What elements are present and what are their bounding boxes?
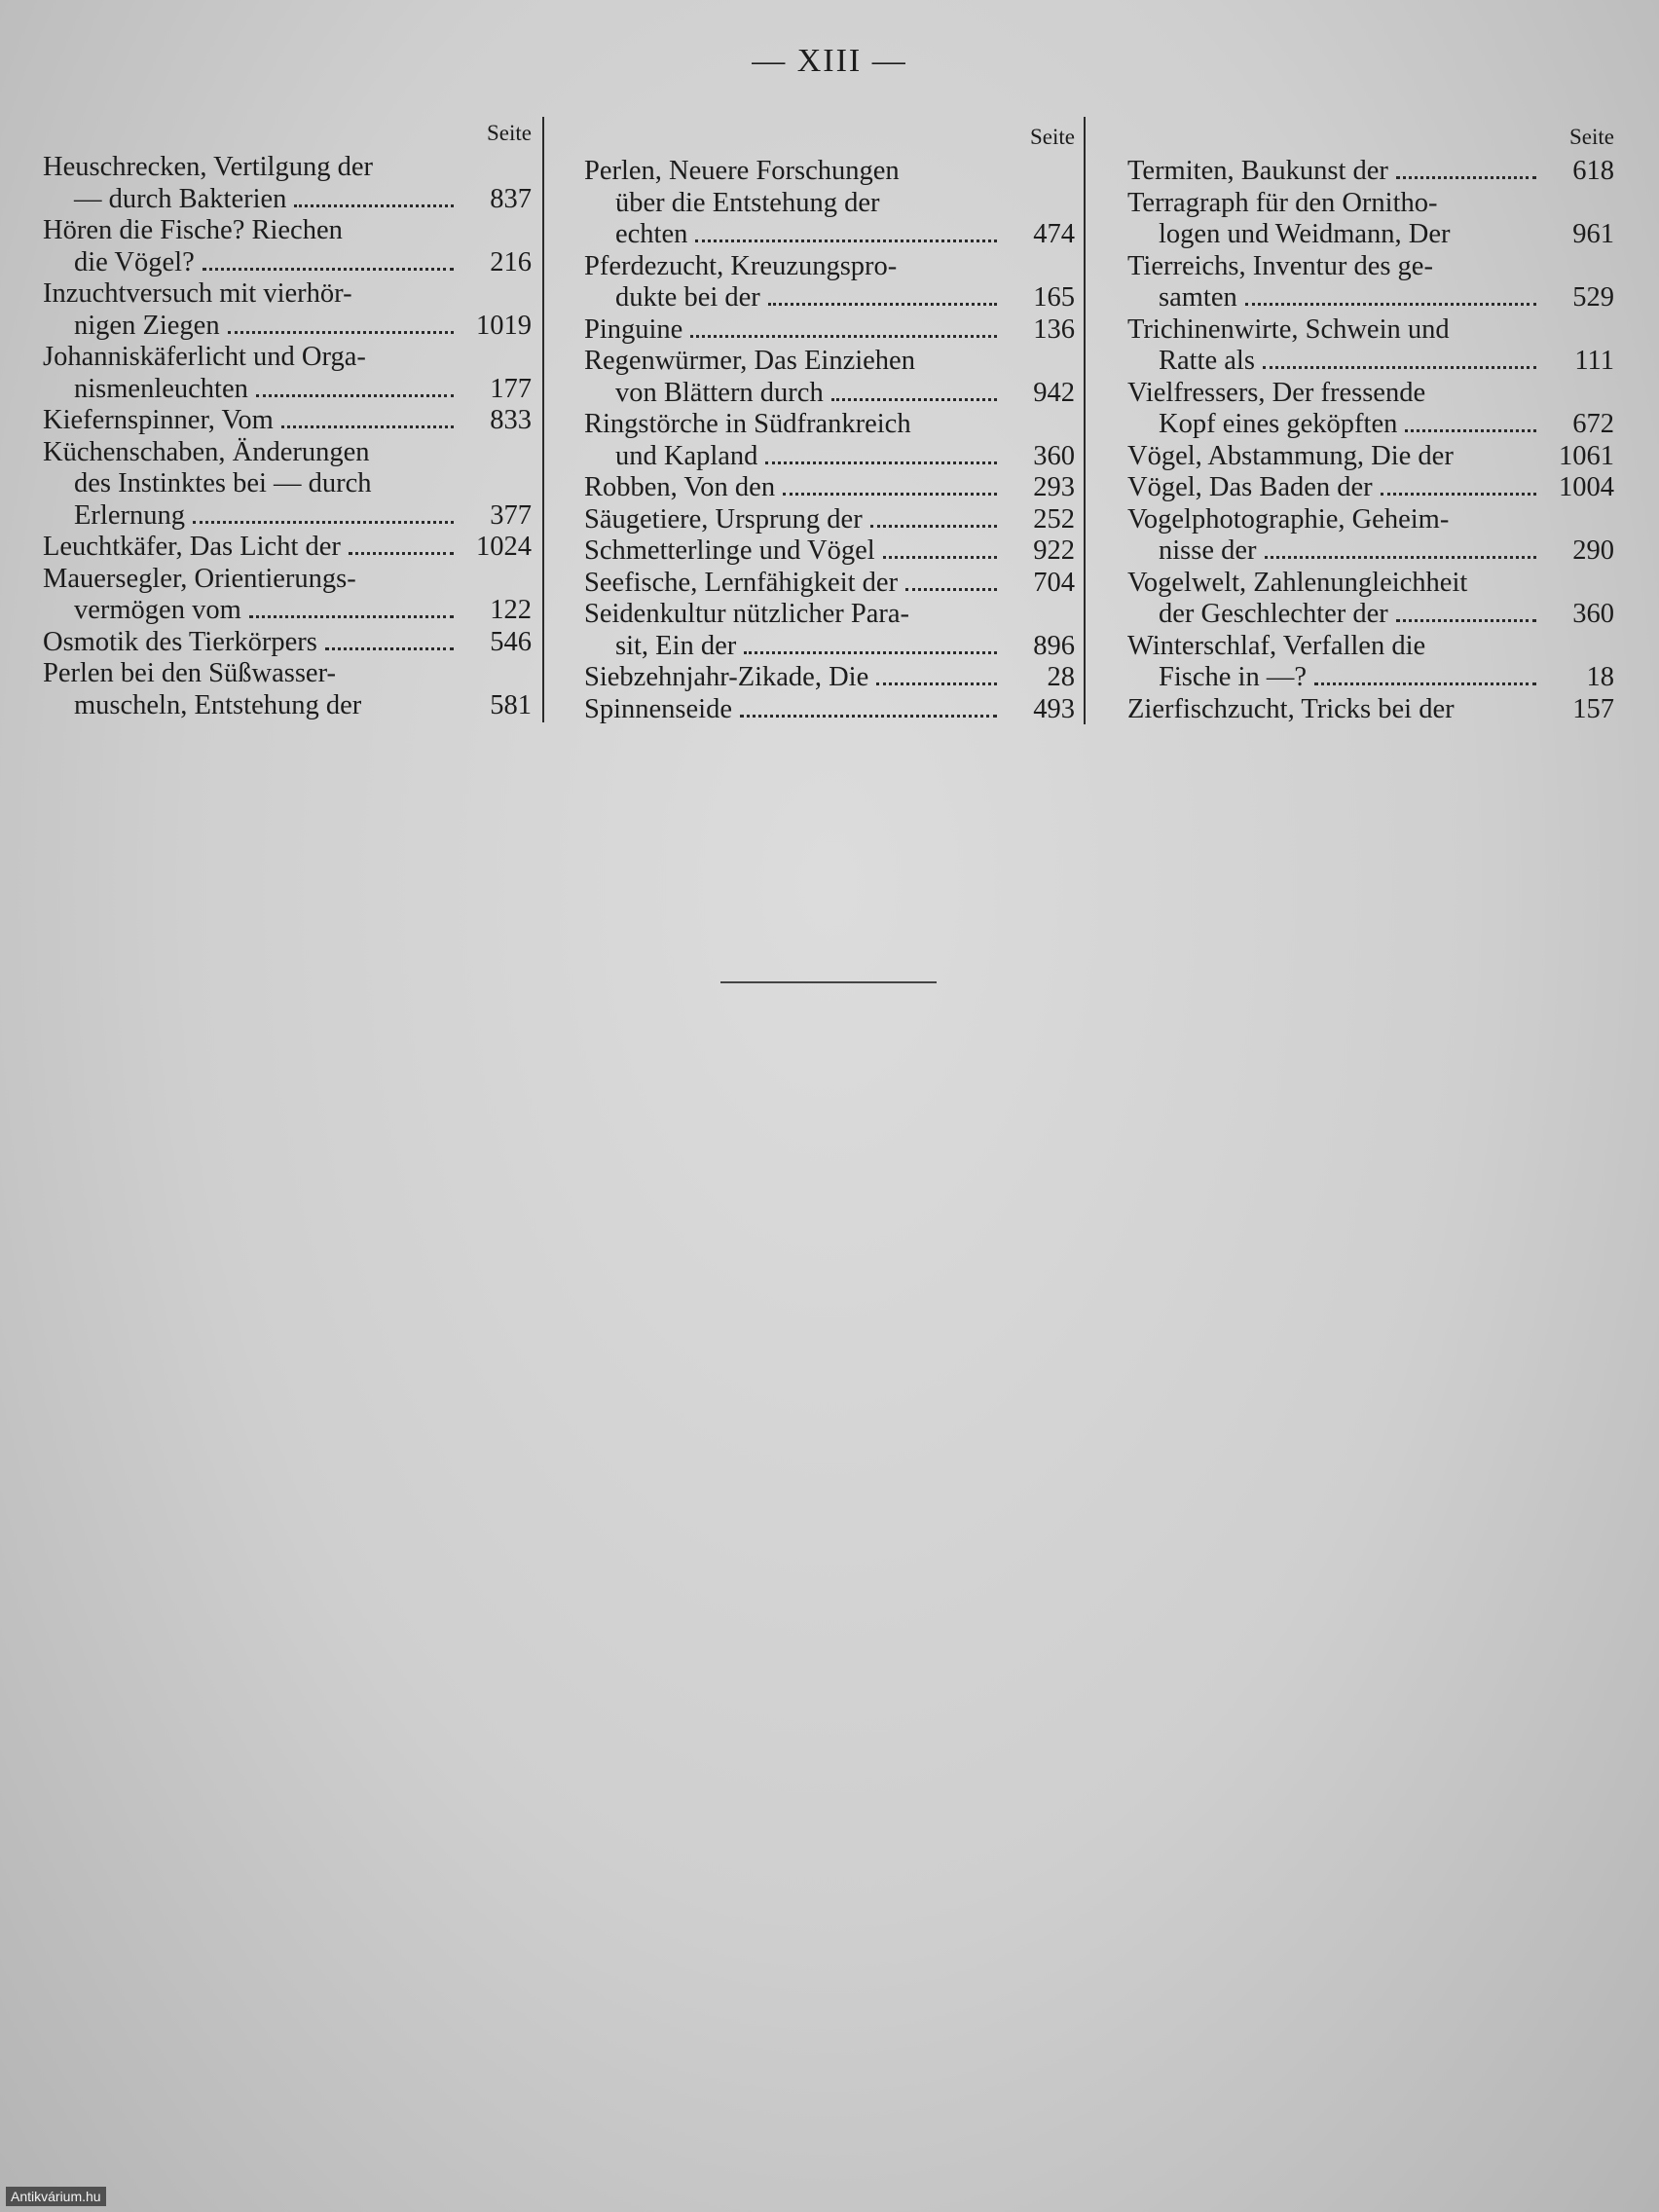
entry-text: Ratte als (1159, 346, 1255, 376)
index-entry (43, 405, 532, 437)
entry-line (43, 658, 532, 690)
entry-line (584, 568, 1075, 600)
entry-text: vermögen vom (74, 595, 241, 625)
dot-leader (1263, 366, 1536, 369)
entry-text: nismenleuchten (74, 373, 248, 404)
entry-line (43, 405, 532, 437)
entry-list (43, 152, 532, 721)
index-entry (1127, 156, 1614, 188)
index-entry (584, 662, 1075, 694)
entry-line (584, 378, 1075, 410)
index-entry (43, 342, 532, 405)
entry-line (1127, 599, 1614, 631)
end-rule (720, 981, 937, 983)
entry-line (43, 627, 532, 659)
entry-line (43, 374, 532, 406)
entry-text: Mauersegler, Orientierungs- (43, 563, 356, 594)
index-entry (584, 314, 1075, 347)
index-entry (43, 437, 532, 533)
entry-text: Säugetiere, Ursprung der (584, 503, 863, 535)
seite-label: Seite (1030, 125, 1075, 149)
index-column-1 (43, 115, 532, 721)
entry-text: Vögel, Das Baden der (1127, 472, 1373, 502)
entry-text: Robben, Von den (584, 472, 776, 502)
entry-text: echten (615, 219, 688, 249)
entry-line (1127, 409, 1614, 441)
entry-text: dukte bei der (615, 282, 760, 313)
entry-line (584, 441, 1075, 473)
entry-text: Osmotik des Tierkörpers (43, 626, 317, 657)
page-reference: 252 (1033, 503, 1075, 535)
dot-leader (294, 204, 454, 207)
page-reference: 1061 (1559, 440, 1614, 471)
dot-leader (883, 556, 997, 559)
page-reference: 942 (1033, 377, 1075, 408)
page-reference: 111 (1574, 346, 1614, 376)
dot-leader (740, 715, 997, 718)
entry-line (43, 532, 532, 564)
index-entry (43, 532, 532, 564)
index-entry (584, 694, 1075, 726)
entry-text: Vogelphotographie, Geheim- (1127, 503, 1450, 535)
page-reference: 618 (1572, 156, 1614, 186)
page-reference: 546 (490, 626, 532, 657)
entry-text: — durch Bakterien (74, 183, 287, 214)
watermark: Antikvárium.hu (6, 2187, 106, 2206)
entry-text: muscheln, Entstehung der (74, 689, 362, 720)
index-entry (584, 504, 1075, 536)
page-reference: 136 (1033, 313, 1075, 345)
dot-leader (1396, 619, 1536, 622)
index-entry (584, 472, 1075, 504)
entry-line (43, 184, 532, 216)
entry-line (584, 282, 1075, 314)
entry-text: Seefische, Lernfähigkeit der (584, 567, 899, 598)
index-entry (1127, 472, 1614, 504)
dot-leader (1245, 303, 1536, 306)
entry-line (1127, 694, 1614, 726)
index-column-2 (584, 115, 1075, 725)
entry-text: Inzuchtversuch mit vierhör- (43, 278, 352, 309)
entry-text: Zierfischzucht, Tricks bei der (1127, 693, 1455, 724)
page-reference: 360 (1572, 599, 1614, 629)
entry-text: Kopf eines geköpften (1159, 409, 1398, 439)
entry-text: von Blättern durch (615, 377, 824, 408)
page-reference: 896 (1033, 630, 1075, 661)
entry-line (43, 215, 532, 247)
index-entry (584, 599, 1075, 662)
dot-leader (1314, 682, 1536, 685)
entry-line (584, 251, 1075, 283)
index-entry (1127, 441, 1614, 473)
entry-line (43, 311, 532, 343)
page-reference: 1019 (476, 310, 532, 341)
entry-text: Ringstörche in Südfrankreich (584, 409, 911, 439)
entry-line (43, 342, 532, 374)
entry-text: Küchenschaben, Änderungen (43, 436, 370, 467)
entry-line (584, 504, 1075, 536)
dot-leader (228, 331, 454, 334)
entry-line (1127, 346, 1614, 378)
page-reference: 360 (1033, 440, 1075, 471)
index-entry (43, 152, 532, 215)
dot-leader (690, 335, 997, 338)
page-reference: 672 (1572, 409, 1614, 439)
seite-label: Seite (1569, 125, 1614, 149)
entry-line (1127, 535, 1614, 568)
page-reference: 1004 (1559, 472, 1614, 502)
entry-text: Vogelwelt, Zahlenungleichheit (1127, 567, 1468, 598)
entry-text: nigen Ziegen (74, 310, 220, 341)
index-entry (1127, 568, 1614, 631)
entry-line (584, 156, 1075, 188)
page-reference: 157 (1572, 693, 1614, 724)
entry-line (1127, 251, 1614, 283)
dot-leader (876, 682, 997, 685)
dot-leader (768, 303, 997, 306)
entry-line (43, 247, 532, 279)
entry-line (43, 437, 532, 469)
dot-leader (1396, 176, 1536, 179)
index-entry (43, 658, 532, 721)
entry-line (584, 219, 1075, 251)
page-reference: 474 (1033, 219, 1075, 249)
entry-text: nisse der (1159, 535, 1257, 566)
entry-line (1127, 472, 1614, 504)
dot-leader (349, 552, 454, 555)
page-reference: 290 (1572, 535, 1614, 566)
dot-leader (1381, 493, 1536, 496)
entry-line (1127, 631, 1614, 663)
entry-text: samten (1159, 282, 1237, 313)
index-column-3 (1127, 115, 1614, 725)
index-entry (584, 409, 1075, 472)
entry-text: Hören die Fische? Riechen (43, 215, 343, 245)
entry-text: Kiefernspinner, Vom (43, 405, 274, 435)
index-entry (584, 251, 1075, 314)
entry-text: Vielfressers, Der fressende (1127, 377, 1426, 408)
entry-line (1127, 219, 1614, 251)
index-entry (43, 215, 532, 278)
entry-line (584, 314, 1075, 347)
entry-text: Perlen, Neuere Forschungen (584, 156, 900, 186)
dot-leader (193, 521, 454, 524)
entry-line (584, 694, 1075, 726)
entry-line (1127, 504, 1614, 536)
entry-line (584, 188, 1075, 220)
page-reference: 833 (490, 405, 532, 435)
dot-leader (1405, 429, 1536, 432)
page-reference: 1024 (476, 532, 532, 562)
entry-text: Tierreichs, Inventur des ge- (1127, 250, 1433, 281)
page-reference: 922 (1033, 535, 1075, 566)
entry-text: des Instinktes bei — durch (74, 468, 372, 498)
entry-line (584, 631, 1075, 663)
page-reference: 377 (490, 499, 532, 531)
index-entry (1127, 251, 1614, 314)
dot-leader (744, 651, 997, 654)
page-reference: 18 (1586, 662, 1614, 692)
dot-leader (256, 394, 454, 397)
page-number: — XIII — (752, 43, 907, 79)
page-reference: 837 (490, 183, 532, 214)
index-entry (1127, 694, 1614, 726)
entry-line (1127, 568, 1614, 600)
page-reference: 28 (1047, 662, 1075, 692)
index-entry (1127, 504, 1614, 568)
page-reference: 704 (1033, 567, 1075, 598)
index-entry (43, 278, 532, 342)
index-entry (1127, 188, 1614, 251)
index-entry (43, 627, 532, 659)
entry-line (584, 472, 1075, 504)
entry-text: Schmetterlinge und Vögel (584, 535, 875, 566)
entry-line (584, 599, 1075, 631)
page-reference: 216 (490, 246, 532, 277)
column-divider (542, 117, 544, 722)
entry-text: der Geschlechter der (1159, 599, 1388, 629)
index-entry (584, 156, 1075, 251)
dot-leader (1265, 556, 1536, 559)
entry-text: Fische in —? (1159, 662, 1307, 692)
entry-list (1127, 156, 1614, 725)
entry-text: Pferdezucht, Kreuzungspro- (584, 250, 898, 281)
dot-leader (281, 425, 454, 428)
index-entry (584, 346, 1075, 409)
entry-line (43, 278, 532, 311)
entry-line (43, 468, 532, 500)
entry-line (43, 595, 532, 627)
dot-leader (905, 588, 997, 591)
page-reference: 122 (490, 595, 532, 625)
entry-text: Termiten, Baukunst der (1127, 156, 1388, 186)
entry-text: logen und Weidmann, Der (1159, 219, 1451, 249)
entry-line (1127, 188, 1614, 220)
entry-text: Vögel, Abstammung, Die der (1127, 440, 1454, 471)
entry-line (1127, 156, 1614, 188)
page-reference: 177 (490, 373, 532, 404)
entry-line (1127, 314, 1614, 347)
entry-list (584, 156, 1075, 725)
index-entry (584, 568, 1075, 600)
entry-text: Siebzehnjahr-Zikade, Die (584, 662, 869, 692)
entry-line (43, 690, 532, 722)
entry-line (584, 409, 1075, 441)
entry-text: Erlernung (74, 499, 185, 531)
entry-text: sit, Ein der (615, 630, 737, 661)
dot-leader (870, 525, 997, 528)
dot-leader (765, 461, 997, 464)
entry-line (1127, 282, 1614, 314)
entry-text: Spinnenseide (584, 693, 732, 724)
page-reference: 529 (1572, 282, 1614, 313)
entry-line (584, 535, 1075, 568)
dot-leader (325, 647, 454, 650)
entry-text: über die Entstehung der (615, 187, 880, 218)
entry-line (43, 564, 532, 596)
entry-text: Johanniskäferlicht und Orga- (43, 342, 366, 372)
column-divider (1084, 117, 1086, 724)
page-reference: 581 (490, 689, 532, 720)
entry-text: Heuschrecken, Vertilgung der (43, 152, 373, 182)
entry-text: Winterschlaf, Verfallen die (1127, 630, 1426, 661)
dot-leader (831, 398, 997, 401)
entry-line (43, 500, 532, 533)
entry-line (1127, 441, 1614, 473)
entry-text: Trichinenwirte, Schwein und (1127, 313, 1450, 345)
index-entry (1127, 631, 1614, 694)
entry-text: Leuchtkäfer, Das Licht der (43, 532, 341, 562)
page-reference: 293 (1033, 472, 1075, 502)
entry-line (1127, 662, 1614, 694)
entry-line (43, 152, 532, 184)
page-reference: 165 (1033, 282, 1075, 313)
entry-text: Regenwürmer, Das Einziehen (584, 346, 915, 376)
page-reference: 493 (1033, 693, 1075, 724)
seite-label: Seite (487, 121, 532, 145)
entry-text: Seidenkultur nützlicher Para- (584, 599, 909, 629)
entry-text: Perlen bei den Süßwasser- (43, 658, 336, 688)
dot-leader (695, 240, 997, 242)
page-reference: 961 (1572, 219, 1614, 249)
entry-line (584, 662, 1075, 694)
entry-text: die Vögel? (74, 246, 195, 277)
entry-text: Terragraph für den Ornitho- (1127, 187, 1438, 218)
entry-text: Pinguine (584, 313, 683, 345)
entry-text: und Kapland (615, 440, 758, 471)
dot-leader (203, 268, 454, 271)
index-entry (584, 535, 1075, 568)
dot-leader (249, 615, 454, 618)
entry-line (584, 346, 1075, 378)
index-entry (43, 564, 532, 627)
index-entry (1127, 378, 1614, 441)
index-entry (1127, 314, 1614, 378)
entry-line (1127, 378, 1614, 410)
dot-leader (783, 493, 997, 496)
